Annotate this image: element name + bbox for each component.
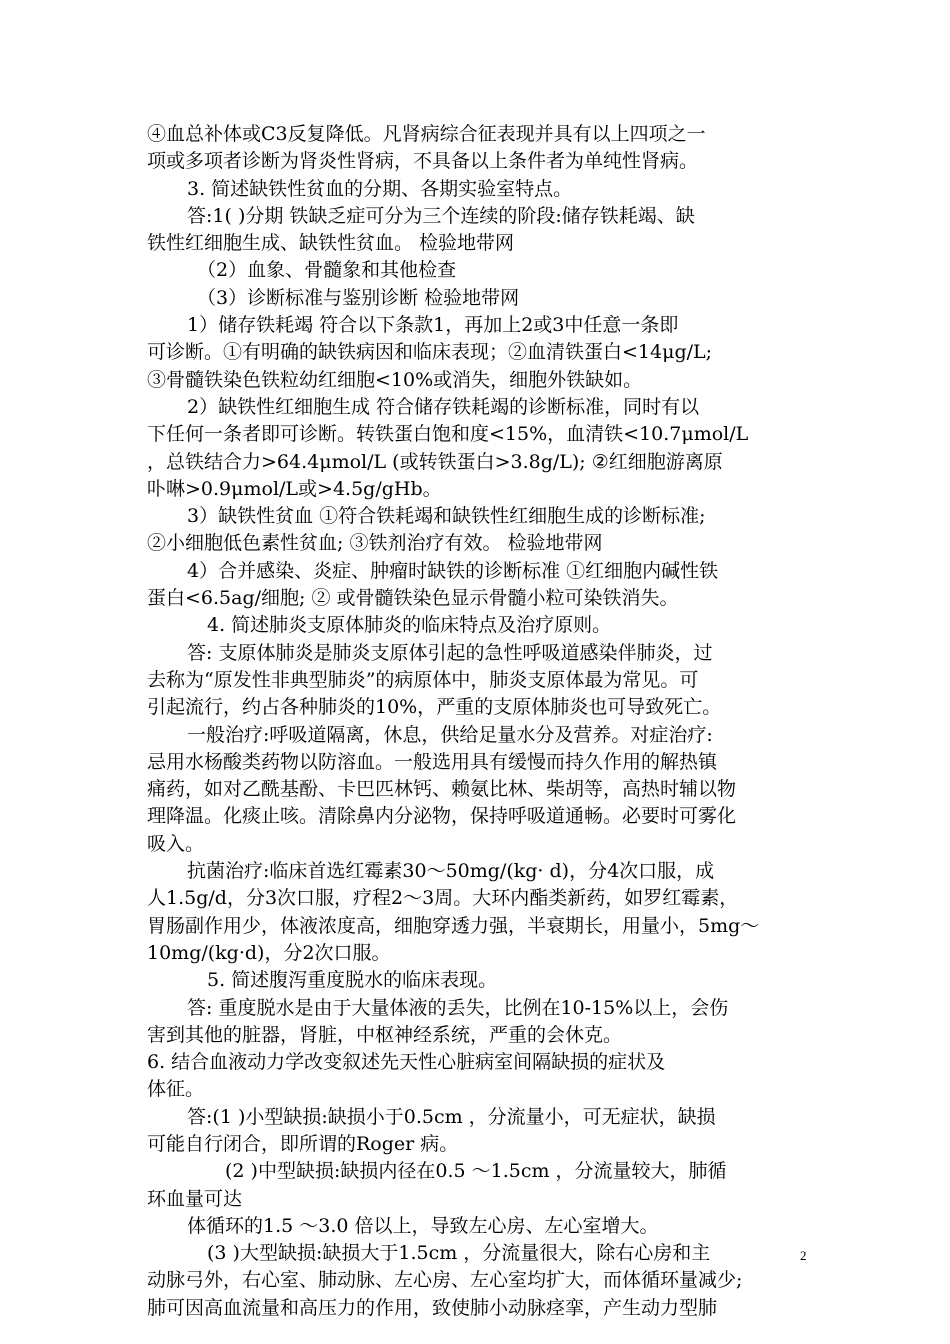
text-line: 体循环的1.5 ～3.0 倍以上，导致左心房、左心室增大。 bbox=[187, 1214, 659, 1237]
text-line: 5. 简述腹泻重度脱水的临床表现。 bbox=[207, 969, 498, 992]
text-line: 答:(1 )小型缺损:缺损小于0.5cm ，分流量小，可无症状，缺损 bbox=[187, 1105, 716, 1128]
text-line: 3. 简述缺铁性贫血的分期、各期实验室特点。 bbox=[187, 177, 573, 200]
text-line: 10mg/(kg·d)，分2次口服。 bbox=[147, 941, 391, 964]
text-line: 答:1( )分期 铁缺乏症可分为三个连续的阶段:储存铁耗竭、缺 bbox=[187, 204, 695, 227]
text-line: (2 )中型缺损:缺损内径在0.5 ～1.5cm ，分流量较大，肺循 bbox=[225, 1160, 727, 1183]
text-line: ④血总补体或C3反复降低。凡肾病综合征表现并具有以上四项之一 bbox=[147, 123, 706, 145]
text-line: 2）缺铁性红细胞生成 符合储存铁耗竭的诊断标准，同时有以 bbox=[187, 395, 700, 418]
text-line: 忌用水杨酸类药物以防溶血。一般选用具有缓慢而持久作用的解热镇 bbox=[147, 750, 718, 773]
text-line: 可能自行闭合，即所谓的Roger 病。 bbox=[147, 1132, 459, 1155]
text-line: 理降温。化痰止咳。清除鼻内分泌物，保持呼吸道通畅。必要时可雾化 bbox=[147, 805, 737, 828]
text-line: 铁性红细胞生成、缺铁性贫血。 检验地带网 bbox=[147, 232, 515, 255]
text-line: ③骨髓铁染色铁粒幼红细胞<10%或消失，细胞外铁缺如。 bbox=[147, 368, 643, 391]
text-line: 4）合并感染、炎症、肿瘤时缺铁的诊断标准 ①红细胞内碱性铁 bbox=[187, 559, 719, 582]
text-line: （2）血象、骨髓象和其他检查 bbox=[197, 259, 457, 282]
text-line: 3）缺铁性贫血 ①符合铁耗竭和缺铁性红细胞生成的诊断标准; bbox=[187, 505, 706, 528]
text-line: 卟啉>0.9μmol/L或>4.5g/gHb。 bbox=[147, 477, 442, 500]
text-line: 1）储存铁耗竭 符合以下条款1，再加上2或3中任意一条即 bbox=[187, 314, 679, 337]
text-line: 肺可因高血流量和高压力的作用，致使肺小动脉痉挛，产生动力型肺 bbox=[147, 1296, 718, 1319]
text-line: 答: 支原体肺炎是肺炎支原体引起的急性呼吸道感染伴肺炎，过 bbox=[187, 641, 713, 664]
text-line: (3 )大型缺损:缺损大于1.5cm ，分流量很大，除右心房和主 bbox=[207, 1242, 711, 1265]
text-line: 体征。 bbox=[147, 1078, 205, 1101]
page-number: 2 bbox=[800, 1248, 807, 1263]
text-line: 吸入。 bbox=[147, 832, 205, 855]
text-line: 6. 结合血液动力学改变叙述先天性心脏病室间隔缺损的症状及 bbox=[147, 1051, 666, 1074]
text-line: 可诊断。①有明确的缺铁病因和临床表现；②血清铁蛋白<14μg/L; bbox=[147, 341, 713, 364]
text-line: （3）诊断标准与鉴别诊断 检验地带网 bbox=[197, 286, 520, 309]
text-line: 引起流行，约占各种肺炎的10%，严重的支原体肺炎也可导致死亡。 bbox=[147, 696, 722, 719]
text-line: 项或多项者诊断为肾炎性肾病，不具备以上条件者为单纯性肾病。 bbox=[147, 150, 699, 173]
text-line: 痛药，如对乙酰基酚、卡巴匹林钙、赖氨比林、柴胡等，高热时辅以物 bbox=[147, 778, 737, 801]
text-line: 胃肠副作用少，体液浓度高，细胞穿透力强，半衰期长，用量小，5mg～ bbox=[147, 914, 760, 937]
text-line: ，总铁结合力>64.4μmol/L (或转铁蛋白>3.8g/L); ②红细胞游离原 bbox=[147, 450, 723, 473]
text-line: 去称为“原发性非典型肺炎”的病原体中，肺炎支原体最为常见。可 bbox=[147, 668, 699, 691]
text-line: 抗菌治疗:临床首选红霉素30～50mg/(kg· d)，分4次口服，成 bbox=[187, 860, 715, 883]
text-line: 4. 简述肺炎支原体肺炎的临床特点及治疗原则。 bbox=[207, 614, 612, 637]
text-line: 答: 重度脱水是由于大量体液的丢失，比例在10-15%以上，会伤 bbox=[187, 996, 729, 1019]
text-line: 害到其他的脏器，肾脏，中枢神经系统，严重的会休克。 bbox=[147, 1023, 623, 1046]
text-line: 人1.5g/d，分3次口服，疗程2～3周。大环内酯类新药，如罗红霉素， bbox=[147, 887, 739, 910]
document-body bbox=[147, 121, 815, 1322]
text-line: 动脉弓外，右心室、肺动脉、左心房、左心室均扩大，而体循环量减少; bbox=[147, 1269, 743, 1292]
text-line: 蛋白<6.5ag/细胞; ② 或骨髓铁染色显示骨髓小粒可染铁消失。 bbox=[147, 587, 679, 610]
text-line: 一般治疗:呼吸道隔离，休息，供给足量水分及营养。对症治疗: bbox=[187, 723, 713, 746]
text-line: ②小细胞低色素性贫血; ③铁剂治疗有效。 检验地带网 bbox=[147, 532, 603, 555]
text-line: 环血量可达 bbox=[147, 1187, 243, 1210]
text-line: 下任何一条者即可诊断。转铁蛋白饱和度<15%，血清铁<10.7μmol/L bbox=[147, 423, 749, 446]
